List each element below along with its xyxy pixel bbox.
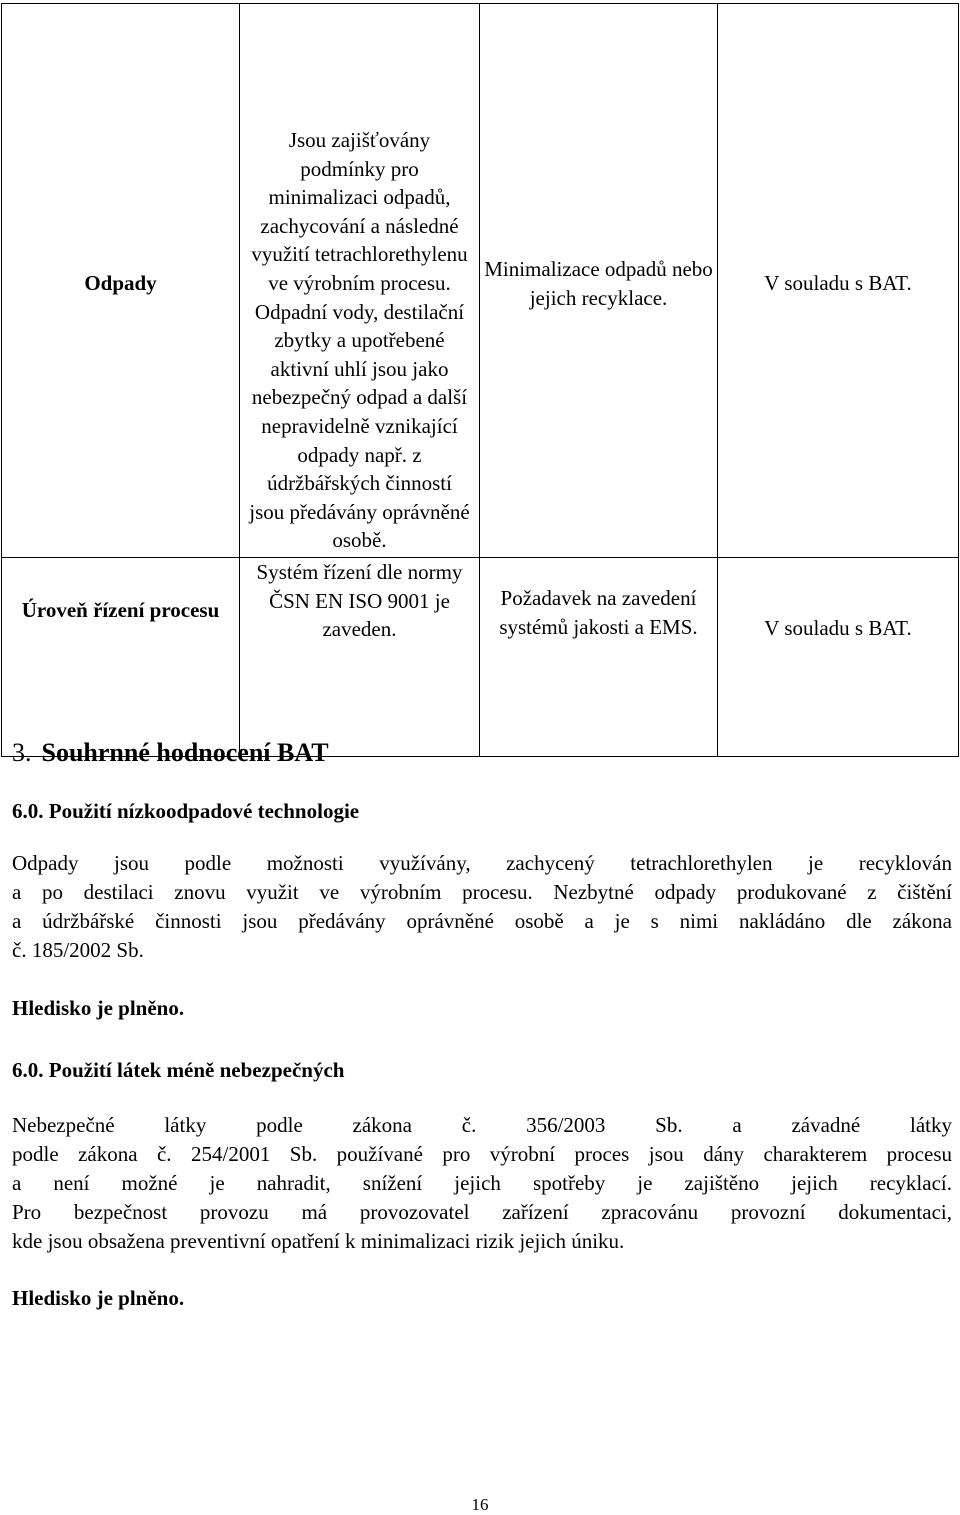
requirement-cell: Požadavek na zavedení systémů jakosti a EMS. <box>480 558 718 757</box>
paragraph-line: č. 185/2002 Sb. <box>12 938 144 962</box>
description-cell: Systém řízení dle normy ČSN EN ISO 9001 je zaveden. <box>240 558 480 757</box>
aspect-cell: Úroveň řízení procesu <box>2 558 240 757</box>
paragraph-line: kde jsou obsažena preventivní opatření k minimalizaci rizik jejich úniku. <box>12 1229 625 1253</box>
paragraph-line: a není možné je nahradit, snížení jejich spotřeby je zajištěno jejich recyklací. <box>12 1171 952 1195</box>
section-title <box>12 738 329 768</box>
table-row <box>2 558 959 757</box>
subsection-heading: 6.0. Použití nízkoodpadové technologie <box>12 799 360 823</box>
subsection-heading: 6.0. Použití látek méně nebezpečných <box>12 1058 345 1082</box>
verdict-text: Hledisko je plněno. <box>12 1286 185 1310</box>
evaluation-cell: V souladu s BAT. <box>718 4 959 558</box>
bat-comparison-table <box>1 3 959 757</box>
description-cell: Jsou zajišťovány podmínky pro minimalizaci odpadů, zachycování a následné využití tetrachlorethylenu ve výrobním procesu. Odpadní vody, destilační zbytky a upotřebené aktivní uhlí jsou jako nebezpečný odpad a další nepravidelně vznikající odpady např. z údržbářských činností jsou předávány oprávněné osobě. <box>240 4 480 558</box>
paragraph-line: a údržbářské činnosti jsou předávány oprávněné osobě a je s nimi nakládáno dle zákona <box>12 909 952 933</box>
verdict-text: Hledisko je plněno. <box>12 996 185 1020</box>
section-title-text: Souhrnné hodnocení BAT <box>41 738 329 767</box>
paragraph-line: Odpady jsou podle možnosti využívány, zachycený tetrachlorethylen je recyklován <box>12 851 952 875</box>
subsection-paragraph <box>12 849 952 965</box>
table-row <box>2 4 959 558</box>
requirement-cell: Minimalizace odpadů nebo jejich recyklace. <box>480 4 718 558</box>
paragraph-line: podle zákona č. 254/2001 Sb. používané pro výrobní proces jsou dány charakterem procesu <box>12 1142 952 1166</box>
paragraph-line: Nebezpečné látky podle zákona č. 356/2003 Sb. a závadné látky <box>12 1113 952 1137</box>
subsection-paragraph <box>12 1111 952 1256</box>
page-number: 16 <box>471 1495 489 1514</box>
section-number: 3. <box>12 738 32 767</box>
evaluation-cell: V souladu s BAT. <box>718 558 959 757</box>
aspect-cell: Odpady <box>2 4 240 558</box>
paragraph-line: a po destilaci znovu využit ve výrobním procesu. Nezbytné odpady produkované z čištění <box>12 880 952 904</box>
paragraph-line: Pro bezpečnost provozu má provozovatel zařízení zpracovánu provozní dokumentaci, <box>12 1200 952 1224</box>
